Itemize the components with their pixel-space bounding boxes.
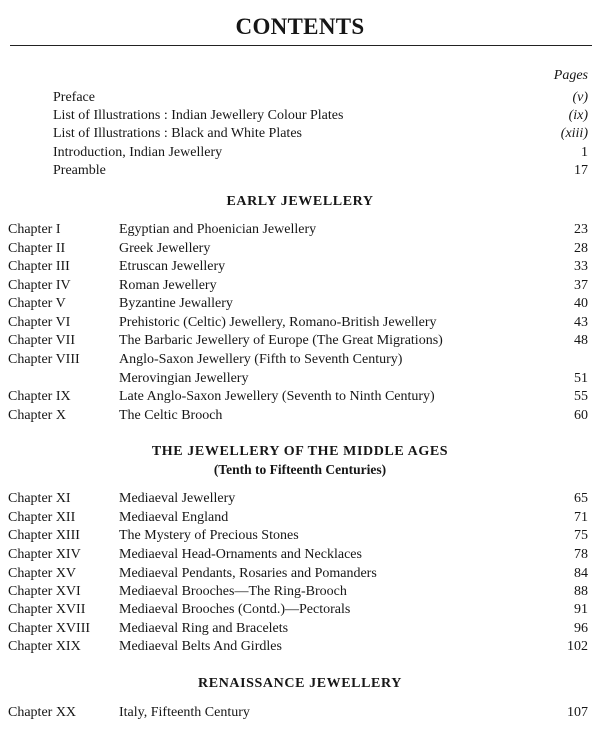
chapter-title: Anglo-Saxon Jewellery (Fifth to Seventh Century) (119, 352, 403, 367)
chapter-row (0, 620, 600, 638)
page-number: 40 (574, 296, 588, 311)
chapter-row (0, 295, 600, 313)
chapter-title: Late Anglo-Saxon Jewellery (Seventh to Ninth Century) (119, 389, 435, 404)
front-matter-row (0, 107, 600, 125)
chapter-row (0, 527, 600, 545)
chapter-title: Mediaeval Head-Ornaments and Necklaces (119, 547, 362, 562)
page-number: 65 (574, 491, 588, 506)
chapter-label: Chapter XVII (8, 602, 86, 617)
chapter-label: Chapter XIX (8, 639, 81, 654)
page-number: 60 (574, 408, 588, 423)
chapter-label: Chapter III (8, 259, 70, 274)
chapter-title: Italy, Fifteenth Century (119, 705, 250, 720)
chapter-title: The Mystery of Precious Stones (119, 528, 299, 543)
page-number: 96 (574, 621, 588, 636)
page-number: 28 (574, 241, 588, 256)
chapter-row (0, 314, 600, 332)
chapter-row (0, 332, 600, 350)
chapter-row (0, 583, 600, 601)
chapter-row (0, 509, 600, 527)
entry-title: Introduction, Indian Jewellery (53, 145, 223, 160)
entry-title: Preamble (53, 163, 106, 178)
page-number: (v) (572, 90, 588, 105)
chapter-label: Chapter VI (8, 315, 71, 330)
chapter-row (0, 490, 600, 508)
chapter-label: Chapter X (8, 408, 66, 423)
section-subheading: (Tenth to Fifteenth Centuries) (213, 462, 387, 477)
entry-title: Preface (53, 90, 95, 105)
chapter-title: Mediaeval Jewellery (119, 491, 236, 506)
front-matter-row (0, 144, 600, 162)
page-number: 43 (574, 315, 588, 330)
page-number: 51 (574, 371, 588, 386)
chapter-title: The Celtic Brooch (119, 408, 223, 423)
chapter-row (0, 277, 600, 295)
chapter-label: Chapter I (8, 222, 61, 237)
chapter-title: Mediaeval Brooches (Contd.)—Pectorals (119, 602, 351, 617)
chapter-title: Merovingian Jewellery (119, 371, 249, 386)
page-number: 71 (574, 510, 588, 525)
chapter-row (0, 221, 600, 239)
chapter-label: Chapter XIII (8, 528, 80, 543)
page-title: CONTENTS (235, 14, 365, 39)
chapter-label: Chapter XV (8, 566, 77, 581)
chapter-title: Mediaeval Pendants, Rosaries and Pomanders (119, 566, 377, 581)
chapter-label: Chapter XIV (8, 547, 81, 562)
chapter-title: The Barbaric Jewellery of Europe (The Great Migrations) (119, 333, 443, 348)
section-heading: THE JEWELLERY OF THE MIDDLE AGES (151, 444, 449, 459)
entry-title: List of Illustrations : Indian Jewellery Colour Plates (53, 108, 344, 123)
page-number: 1 (581, 145, 588, 160)
chapter-label: Chapter IV (8, 278, 71, 293)
chapter-title: Mediaeval Belts And Girdles (119, 639, 282, 654)
chapter-title: Greek Jewellery (119, 241, 211, 256)
page-number: 84 (574, 566, 588, 581)
chapter-label: Chapter VIII (8, 352, 80, 367)
page-number: 107 (567, 705, 588, 720)
chapter-title: Prehistoric (Celtic) Jewellery, Romano-British Jewellery (119, 315, 437, 330)
title-rule (10, 45, 592, 46)
page-number: 23 (574, 222, 588, 237)
chapter-title: Roman Jewellery (119, 278, 217, 293)
chapter-title: Mediaeval England (119, 510, 229, 525)
chapter-title: Etruscan Jewellery (119, 259, 226, 274)
section-heading: EARLY JEWELLERY (226, 194, 374, 209)
chapter-row (0, 351, 600, 369)
page-number: 91 (574, 602, 588, 617)
chapter-row (0, 388, 600, 406)
page-number: 17 (574, 163, 588, 178)
chapter-title: Byzantine Jewallery (119, 296, 233, 311)
chapter-label: Chapter XII (8, 510, 76, 525)
chapter-title: Mediaeval Ring and Bracelets (119, 621, 289, 636)
chapter-title: Egyptian and Phoenician Jewellery (119, 222, 317, 237)
chapter-label: Chapter IX (8, 389, 71, 404)
chapter-row (0, 704, 600, 722)
page-number: 88 (574, 584, 588, 599)
page-number: 48 (574, 333, 588, 348)
chapter-row (0, 258, 600, 276)
chapter-label: Chapter XVI (8, 584, 81, 599)
chapter-row (0, 565, 600, 583)
page-number: 78 (574, 547, 588, 562)
section-heading: RENAISSANCE JEWELLERY (198, 676, 402, 691)
pages-column-header: Pages (553, 68, 588, 83)
front-matter-row (0, 89, 600, 107)
chapter-row (0, 240, 600, 258)
chapter-row (0, 638, 600, 656)
chapter-row (0, 546, 600, 564)
chapter-label: Chapter II (8, 241, 66, 256)
chapter-label: Chapter VII (8, 333, 75, 348)
front-matter-row (0, 125, 600, 143)
chapter-row (0, 601, 600, 619)
chapter-label: Chapter XX (8, 705, 77, 720)
entry-title: List of Illustrations : Black and White Plates (53, 126, 302, 141)
page-number: 37 (574, 278, 588, 293)
page-number: 75 (574, 528, 588, 543)
page-number: (ix) (568, 108, 588, 123)
page-number: (xiii) (560, 126, 588, 141)
chapter-label: Chapter XVIII (8, 621, 91, 636)
chapter-row (0, 407, 600, 425)
chapter-label: Chapter V (8, 296, 66, 311)
chapter-label: Chapter XI (8, 491, 71, 506)
chapter-title: Mediaeval Brooches—The Ring-Brooch (119, 584, 347, 599)
page-number: 102 (567, 639, 588, 654)
front-matter-row (0, 162, 600, 180)
page-number: 55 (574, 389, 588, 404)
page-number: 33 (574, 259, 588, 274)
chapter-row-continued (0, 370, 600, 388)
